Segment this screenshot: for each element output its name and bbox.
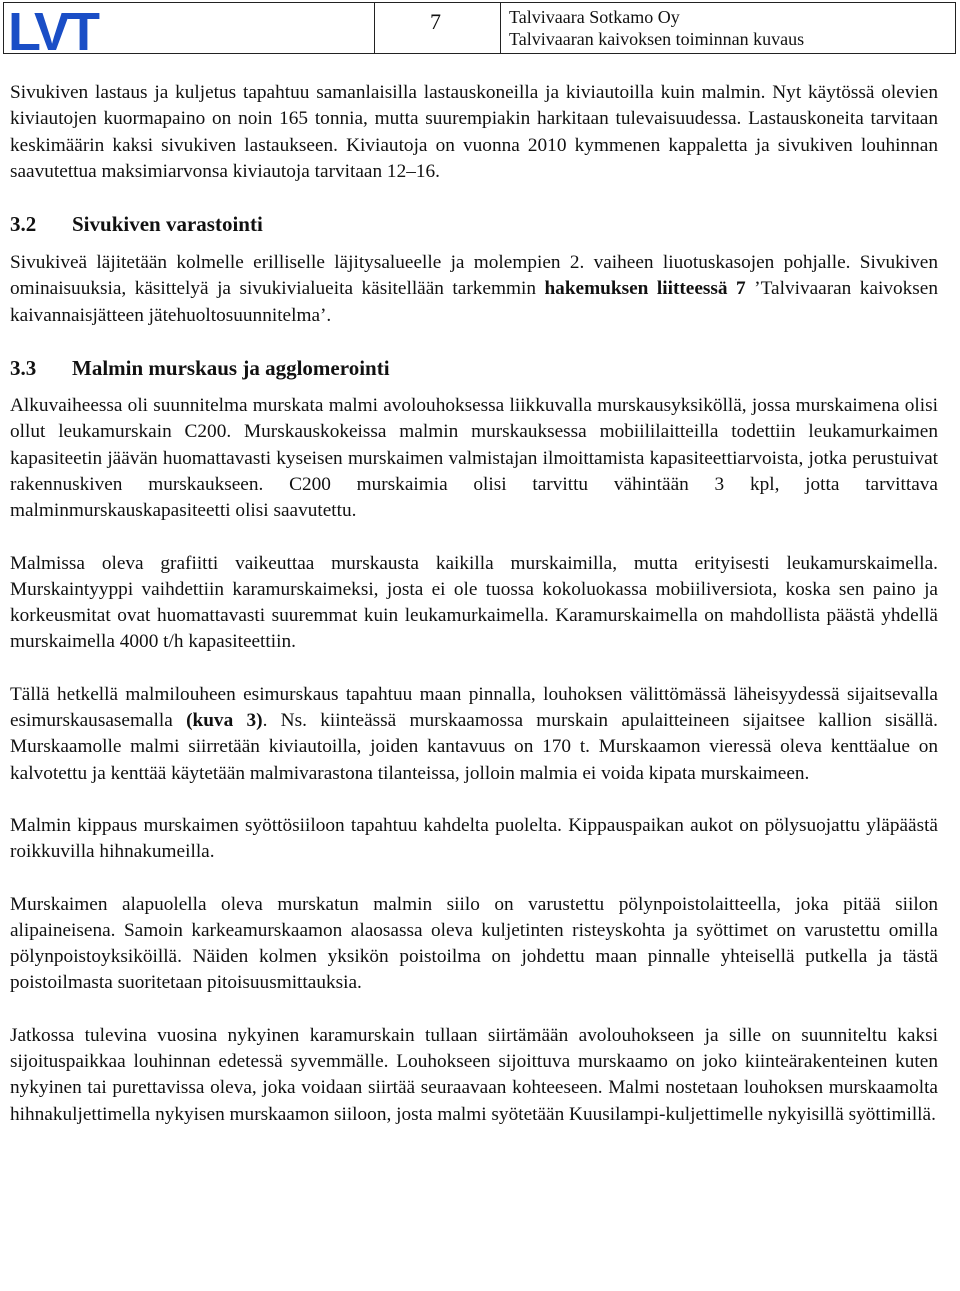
figure-reference: (kuva 3) — [186, 710, 263, 732]
paragraph-jatkossa: Jatkossa tulevina vuosina nykyinen karamurskain tullaan siirtämään avolouhokseen ja sille on suunniteltu kaksi sijoituspaikkaa louhinnan edetessä syvemmälle. Louhokseen sijoittuva murskaamo on joko kiinteärakenteinen kuten nykyinen tai purettavissa oleva, joka voidaan siirtää seuraavaan kohteeseen. Malmi nostetaan louhoksen murskaamolta hihnakuljettimella nykyisen murskaamon siiloon, josta malmi syötetään Kuusilampi-kuljettimelle nykyisillä syöttimillä. — [10, 1024, 938, 1125]
text-run: ’Talvivaaran kaivoksen kaivannaisjätteen jätehuoltosuunnitelma’. — [10, 278, 938, 326]
paragraph-sivukiven-lastaus: Sivukiven lastaus ja kuljetus tapahtuu samanlaisilla lastauskoneilla ja kiviautoilla kuin malmin. Nyt käytössä olevien kiviautojen kuormapaino on noin 165 tonnia, mutta suurempiakin harkitaan tulevaisuudessa. Lastauskoneita tarvitaan keskimäärin kaksi sivukiven lastaukseen. Kiviautoja on vuonna 2010 kymmenen kappaletta ja sivukiven louhinnan saavutettua maksimiarvonsa kiviautoja tarvitaan 12–16. — [10, 82, 938, 182]
paragraph-grafiitti: Malmissa oleva grafiitti vaikeuttaa murskausta kaikilla murskaimilla, mutta erityisesti leukamurskaimella. Murskaintyyppi vaihdettiin karamurskaimeksi, josta ei ole tuossa kokoluokassa mobiiliversiota, koska sen paino ja korkeusmitat ovat huomattavasti suuremmat kuin leukamurkaimella. Karamurskaimella on mahdollista päästä yhdellä murskaimella 4000 t/h kapasiteettiin. — [10, 552, 938, 653]
section-title: Malmin murskaus ja agglomerointi — [72, 356, 390, 381]
text-run: Tällä hetkellä malmilouheen esimurskaus tapahtuu maan pinnalla, louhoksen välittömässä läheisyydessä sijaitsevalla esimurskausasemalla — [10, 683, 938, 732]
company-name: Talvivaara Sotkamo Oy — [509, 7, 680, 27]
lvt-logo — [6, 3, 146, 55]
page-header — [3, 2, 956, 54]
paragraph-kippaus: Malmin kippaus murskaimen syöttösiiloon tapahtuu kahdelta puolelta. Kippauspaikan aukot on pölysuojattu yläpäästä roikkuvilla hihnakumeilla. — [10, 814, 938, 863]
section-title: Sivukiven varastointi — [72, 212, 263, 237]
text-run: Sivukiveä läjitetään kolmelle erilliselle läjitysalueelle ja molempien 2. vaiheen liuotuskasojen pohjalle. Sivukiven ominaisuuksia, käsittelyä ja sivukivialueita käsitellään tarkemmin — [10, 252, 938, 300]
paragraph-siilo: Murskaimen alapuolella oleva murskatun malmin siilo on varustettu pölynpoistolaitteella, joka pitää siilon alipaineisena. Samoin karkeamurskaamon alaosassa oleva kuljetinten risteyskohta ja syöttimet on varustettu omilla pölynpoistoyksiköillä. Näiden kolmen yksikön poistoilma on johdettu maan pinnalle yhteisellä putkella ja tästä poistoilmasta suoritetaan pitoisuusmittauksia. — [10, 893, 938, 994]
svg-text:LVT: LVT — [8, 3, 97, 55]
section-number: 3.3 — [10, 356, 37, 381]
section-heading-3-2 — [10, 211, 938, 237]
section-heading-3-3 — [10, 355, 938, 381]
logo-cell — [4, 3, 375, 53]
page-number: 7 — [375, 3, 501, 53]
document-body — [10, 80, 938, 1128]
header-company-info — [501, 3, 955, 53]
paragraph-sivukiven-varastointi — [10, 250, 938, 329]
section-number: 3.2 — [10, 212, 37, 237]
text-run: . Ns. kiinteässä murskaamossa murskain apulaitteineen sijaitsee kallion sisällä. Murskaamolle malmi siirretään kiviautoilla, joiden kantavuus on 170 t. Murskaamon vieressä oleva kenttäalue on kalvotettu ja kenttää käytetään malmivarastona tilanteissa, jolloin malmia ei voida kipata murskaimeen. — [10, 710, 939, 784]
document-title: Talvivaaran kaivoksen toiminnan kuvaus — [509, 29, 805, 49]
paragraph-esimurskaus — [10, 682, 938, 787]
paragraph-alkuvaihe: Alkuvaiheessa oli suunnitelma murskata malmi avolouhoksessa liikkuvalla murskausyksiköllä, jossa murskaimena olisi ollut leukamurskain C200. Murskauskokeissa malmin murskauksessa mobiililaitteilla todettiin leukamurkaimen kapasiteetin jäävän huomattavasti kyseisen murskaimen valmistajan ilmoittamista kapasiteettiarvoista, jotka perustuivat rakennuskiven murskaukseen. C200 murskaimia olisi tarvittu vähintään 3 kpl, jotta tarvittava malminmurskauskapasiteetti olisi saavutettu. — [10, 395, 938, 522]
bold-reference: hakemuksen liitteessä 7 — [544, 278, 746, 300]
